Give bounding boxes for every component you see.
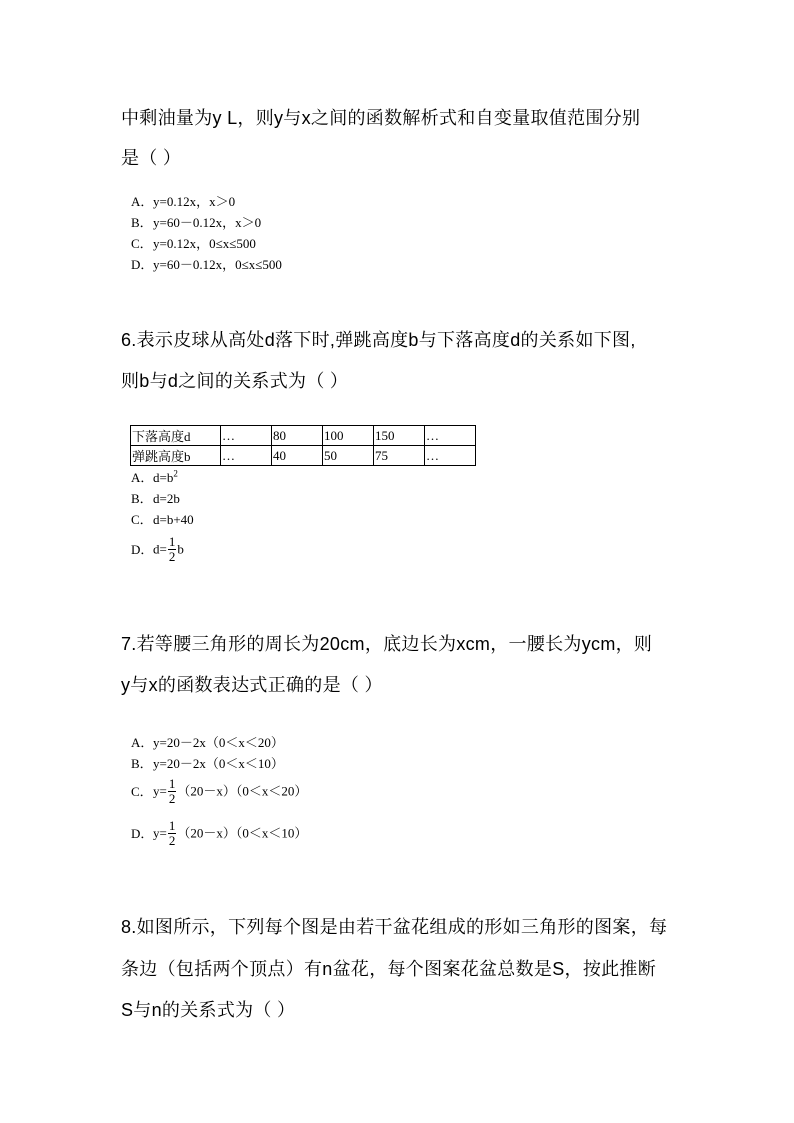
option-text: y=60－0.12x，x＞0 xyxy=(153,215,262,230)
option-label: D． xyxy=(131,257,154,272)
table-cell: … xyxy=(221,446,272,466)
q8-line-1: 8.如图所示，下列每个图是由若干盆花组成的形如三角形的图案，每 xyxy=(121,917,668,937)
table-cell: 下落高度d xyxy=(131,426,221,446)
table-cell: … xyxy=(425,426,476,446)
q6-line-1: 6.表示皮球从高处d落下时,弹跳高度b与下落高度d的关系如下图, xyxy=(121,330,636,350)
option-label: B． xyxy=(131,756,153,771)
option-suffix: b xyxy=(177,541,184,557)
q8-line-2: 条边（包括两个顶点）有n盆花，每个图案花盆总数是S，按此推断 xyxy=(121,959,657,979)
q7-option-d[interactable] xyxy=(131,819,307,848)
q6-option-d[interactable] xyxy=(131,535,184,564)
option-text: y=0.12x，0≤x≤500 xyxy=(153,236,256,251)
option-suffix: （20－x）（0＜x＜10） xyxy=(177,825,308,841)
q5-option-d[interactable] xyxy=(131,257,282,273)
fraction-numerator: 1 xyxy=(168,776,176,791)
table-row xyxy=(131,446,476,466)
option-label: C． xyxy=(131,783,153,799)
q5-line-1: 中剩油量为y L，则y与x之间的函数解析式和自变量取值范围分别 xyxy=(121,108,641,128)
table-cell: … xyxy=(425,446,476,466)
q7-line-2: y与x的函数表达式正确的是（ ） xyxy=(121,675,383,695)
option-text: d=2b xyxy=(153,491,180,506)
option-label: D． xyxy=(131,541,154,557)
option-label: B． xyxy=(131,491,153,506)
option-label: D． xyxy=(131,825,154,841)
q8-line-3: S与n的关系式为（ ） xyxy=(121,1000,296,1020)
fraction-denominator: 2 xyxy=(168,833,176,848)
option-suffix: （20－x）（0＜x＜20） xyxy=(177,783,308,799)
fraction xyxy=(168,819,177,848)
q6-option-a[interactable] xyxy=(131,470,178,486)
q5-option-b[interactable] xyxy=(131,215,261,231)
table-cell: 75 xyxy=(374,446,425,466)
option-exponent: 2 xyxy=(173,468,178,479)
q6-option-b[interactable] xyxy=(131,491,180,507)
fraction-denominator: 2 xyxy=(168,549,176,564)
fraction-numerator: 1 xyxy=(168,534,176,549)
table-cell: 80 xyxy=(272,426,323,446)
table-cell: 100 xyxy=(323,426,374,446)
option-label: C． xyxy=(131,236,153,251)
option-label: A． xyxy=(131,735,154,750)
q5-line-2: 是（ ） xyxy=(121,148,182,168)
q7-line-1: 7.若等腰三角形的周长为20cm，底边长为xcm，一腰长为ycm，则 xyxy=(121,634,653,654)
option-label: A． xyxy=(131,194,154,209)
q5-option-a[interactable] xyxy=(131,194,235,210)
option-text: y=20－2x（0＜x＜20） xyxy=(153,735,284,750)
q5-option-c[interactable] xyxy=(131,236,256,252)
q7-option-b[interactable] xyxy=(131,756,284,772)
fraction xyxy=(168,535,177,564)
table-cell: 50 xyxy=(323,446,374,466)
fraction-denominator: 2 xyxy=(168,791,176,806)
option-text: d=b xyxy=(153,470,174,485)
option-text: d=b+40 xyxy=(153,512,194,527)
table-row xyxy=(131,426,476,446)
table-cell: … xyxy=(221,426,272,446)
fraction-numerator: 1 xyxy=(168,818,176,833)
option-text: y=60－0.12x，0≤x≤500 xyxy=(153,257,282,272)
option-prefix: y= xyxy=(153,783,167,799)
q7-option-a[interactable] xyxy=(131,735,284,751)
option-prefix: d= xyxy=(153,541,167,557)
option-label: B． xyxy=(131,215,153,230)
q6-data-table xyxy=(130,425,476,466)
option-label: C． xyxy=(131,512,153,527)
table-cell: 弹跳高度b xyxy=(131,446,221,466)
table-cell: 150 xyxy=(374,426,425,446)
option-label: A． xyxy=(131,470,154,485)
fraction xyxy=(168,777,177,806)
option-text: y=20－2x（0＜x＜10） xyxy=(153,756,284,771)
option-text: y=0.12x，x＞0 xyxy=(153,194,236,209)
q6-option-c[interactable] xyxy=(131,512,194,528)
table-cell: 40 xyxy=(272,446,323,466)
q7-option-c[interactable] xyxy=(131,777,307,806)
q6-line-2: 则b与d之间的关系式为（ ） xyxy=(121,371,349,391)
option-prefix: y= xyxy=(153,825,167,841)
